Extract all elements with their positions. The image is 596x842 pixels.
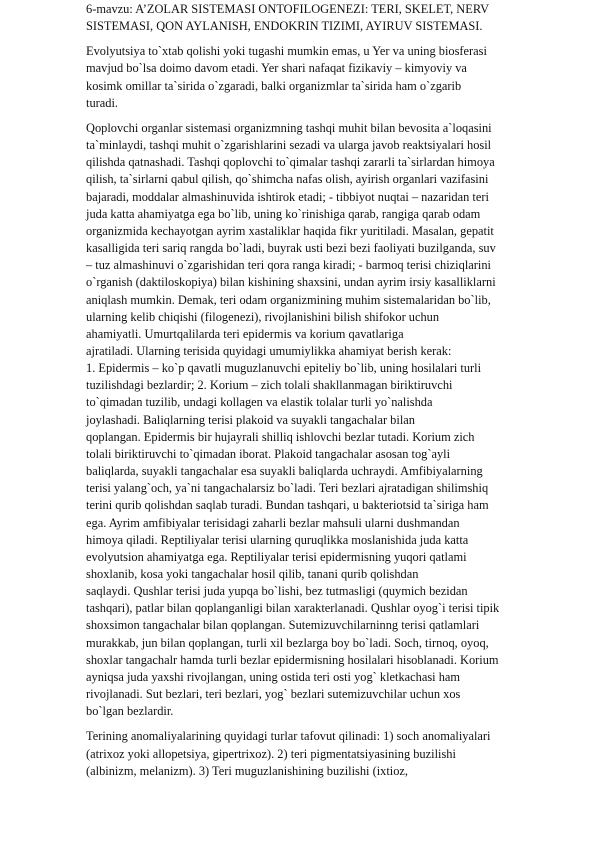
paragraph xyxy=(86,120,552,720)
text-line: evolyutsion ahamiyatga ega. Reptiliyalar terisi epidermisning yuqori qatlami xyxy=(86,549,467,564)
text-line: shoxsimon tangachalar bilan qoplangan. Sutemizuvchilarninng terisi qatlamlari xyxy=(86,618,480,633)
text-line: ajratiladi. Ularning terisida quyidagi umumiylikka ahamiyat berish kerak: xyxy=(86,343,452,358)
text-line: bo`lgan bezlardir. xyxy=(86,704,174,719)
text-line: (albinizm, melanizm). 3) Teri muguzlanishining buzilishi (ixtioz, xyxy=(86,763,409,778)
text-line: ega. Ayrim amfibiyalar terisidagi zaharli bezlar mahsuli ularni dushmandan xyxy=(86,515,460,530)
text-line: tashqari), patlar bilan qoplanganligi bilan xarakterlanadi. Qushlar oyog`i terisi tipik xyxy=(86,601,500,616)
text-line: shoxlar tangachalr hamda turli bezlar epidermisning hosilalari hisoblanadi. Korium xyxy=(86,652,499,667)
paragraph xyxy=(86,43,552,112)
text-line: baliqlarda, suyakli tangachalar esa suyakli baliqlarda uchraydi. Amfibiyalarning xyxy=(86,464,483,479)
text-line: organizmida kechayotgan ayrim xastaliklar haqida fikr yuritiladi. Masalan, gepatit xyxy=(86,223,494,238)
document-body xyxy=(86,43,552,780)
heading-line: SISTEMASI, QON AYLANISH, ENDOKRIN TIZIMI, AYIRUV SISTEMASI. xyxy=(86,19,483,34)
text-line: ahamiyatli. Umurtqalilarda teri epidermis va korium qavatlariga xyxy=(86,326,404,341)
text-line: qoplangan. Epidermis bir hujayrali shilliq ishlovchi bezlar tutadi. Korium zich xyxy=(86,429,475,444)
text-line: 1. Epidermis – ko`p qavatli muguzlanuvchi epiteliy bo`lib, uning hosilalari turli xyxy=(86,361,482,376)
text-line: kasalligida teri sariq rangda bo`ladi, buyrak usti bezi bezi faoliyati buzilganda, suv xyxy=(86,241,496,256)
text-line: saqlaydi. Qushlar terisi juda yupqa bo`lishi, bez tutmasligi (quymich bezidan xyxy=(86,584,468,599)
text-line: juda katta ahamiyatga ega bo`lib, uning ko`rinishiga qarab, rangiga qarab odam xyxy=(86,206,481,221)
text-line: Qoplovchi organlar sistemasi organizmning tashqi muhit bilan bevosita a`loqasini xyxy=(86,120,492,135)
text-line: tuzilishdagi bezlardir; 2. Korium – zich tolali shakllanmagan biriktiruvchi xyxy=(86,378,453,393)
text-line: joylashadi. Baliqlarning terisi plakoid va suyakli tangachalar bilan xyxy=(86,412,415,427)
text-line: ta`minlaydi, tashqi muhit o`zgarishlarini sezadi va ularga javob reaktsiyalari hosil xyxy=(86,138,492,153)
document-page xyxy=(86,0,552,788)
text-line: ularning kelib chiqishi (filogenezi), rivojlanishini bilish shifokor uchun xyxy=(86,309,440,324)
text-line: – tuz almashinuvi o`zgarishidan teri qora ranga kiradi; - barmoq terisi chiziqlarini xyxy=(86,258,491,273)
text-line: terini qurib qolishdan saqlab turadi. Bundan tashqari, u bakteriotsid ta`siriga ham xyxy=(86,498,489,513)
text-line: qilishda qatnashadi. Tashqi qoplovchi to`qimalar tashqi zararli ta`sirlardan himoya xyxy=(86,155,495,170)
text-line: Evolyutsiya to`xtab qolishi yoki tugashi mumkin emas, u Yer va uning biosferasi xyxy=(86,44,487,59)
text-line: o`rganish (daktiloskopiya) bilan kishining shaxsini, undan ayrim irsiy kasalliklarni xyxy=(86,275,496,290)
text-line: Terining anomaliyalarining quyidagi turlar tafovut qilinadi: 1) soch anomaliyalari xyxy=(86,729,491,744)
text-line: terisi yalang`och, ya`ni tangachalarsiz bo`ladi. Teri bezlari ajratadigan shilimshiq xyxy=(86,481,489,496)
topic-heading xyxy=(86,0,552,35)
text-line: tolali biriktiruvchi to`qimadan iborat. Plakoid tangachalar asosan tog`ayli xyxy=(86,446,451,461)
text-line: qilish, ta`sirlarni qabul qilish, qo`shimcha nafas olish, ayirish organlari vazifasini xyxy=(86,172,489,187)
text-line: (atrixoz yoki allopetsiya, gipertrixoz). 2) teri pigmentatsiyasining buzilishi xyxy=(86,746,456,761)
text-line: to`qimadan tuzilib, undagi kollagen va elastik tolalar turli yo`nalishda xyxy=(86,395,433,410)
text-line: kosimk omillar ta`sirida o`zgaradi, balki organizmlar ta`sirida ham o`zgarib xyxy=(86,78,462,93)
text-line: ayniqsa juda yaxshi rivojlangan, uning ostida teri osti yog` kletkachasi ham xyxy=(86,669,461,684)
heading-line: 6-mavzu: A’ZOLAR SISTEMASI ONTOFILOGENEZI: TERI, SKELET, NERV xyxy=(86,2,490,16)
text-line: rivojlanadi. Sut bezlari, teri bezlari, yog` bezlari sutemizuvchilar uchun xos xyxy=(86,687,461,702)
text-line: shoxlanib, kosa yoki tangachalar hosil qilib, tanani qurib qolishdan xyxy=(86,567,419,581)
text-line: murakkab, jun bilan qoplangan, turli xil bezlarga boy bo`ladi. Soch, tirnoq, oyoq, xyxy=(86,635,489,650)
paragraph xyxy=(86,728,552,779)
text-line: himoya qiladi. Reptiliyalar terisi ularning quruqlikka moslanishida juda katta xyxy=(86,532,469,547)
text-line: bajaradi, moddalar almashinuvida ishtirok etadi; - tibbiyot nuqtai – nazaridan teri xyxy=(86,189,489,204)
text-line: turadi. xyxy=(86,95,118,110)
text-line: aniqlash mumkin. Demak, teri odam organizmining muhim sistemalaridan bo`lib, xyxy=(86,292,491,307)
text-line: mavjud bo`lsa doimo davom etadi. Yer shari nafaqat fizikaviy – kimyoviy va xyxy=(86,61,467,76)
